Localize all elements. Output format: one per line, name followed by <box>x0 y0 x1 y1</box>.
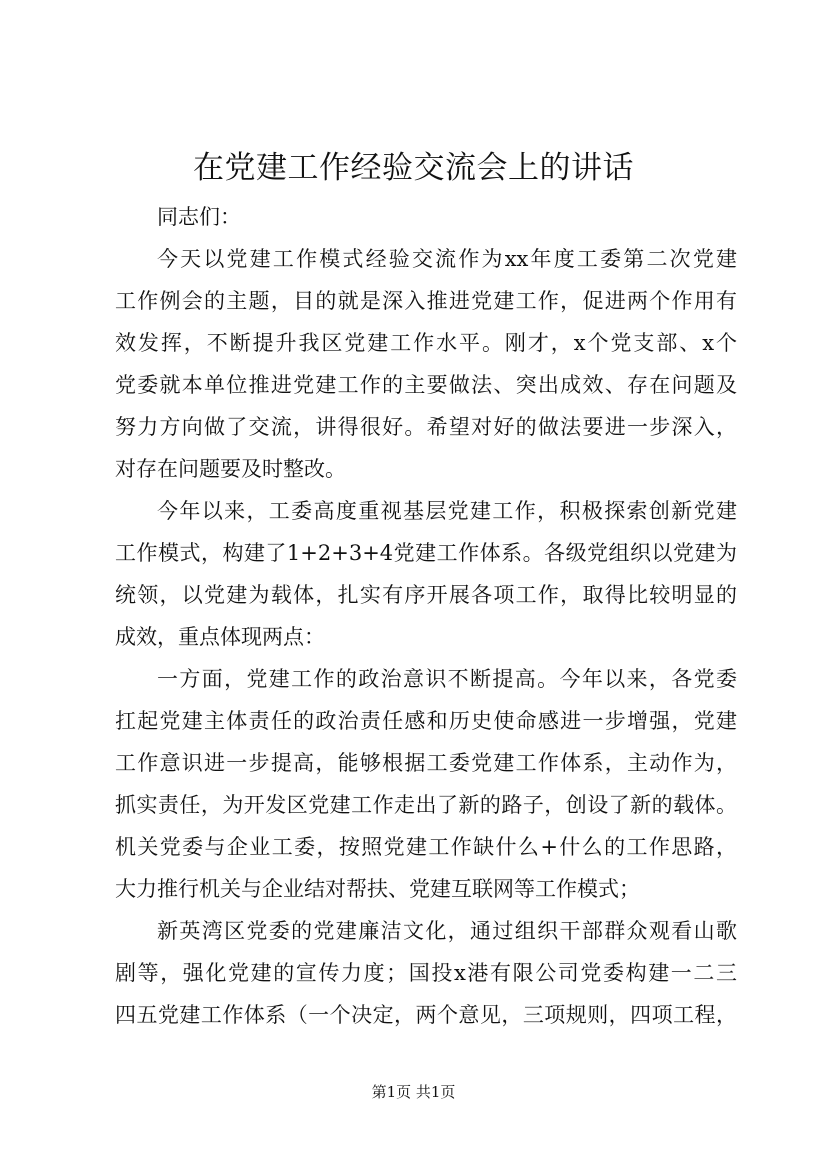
body-line: 剧等，强化党建的宣传力度；国投x港有限公司党委构建一二三 <box>115 961 737 985</box>
body-line: 工作模式，构建了1+2+3+4党建工作体系。各级党组织以党建为 <box>115 541 737 565</box>
body-line: 大力推行机关与企业结对帮扶、党建互联网等工作模式； <box>115 877 640 901</box>
body-line: 今天以党建工作模式经验交流作为xx年度工委第二次党建 <box>157 247 737 271</box>
salutation-line: 同志们： <box>157 205 241 229</box>
body-line: 扛起党建主体责任的政治责任感和历史使命感进一步增强，党建 <box>115 709 737 733</box>
body-line: 工作例会的主题，目的就是深入推进党建工作，促进两个作用有 <box>115 289 737 313</box>
body-line: 机关党委与企业工委，按照党建工作缺什么+什么的工作思路， <box>115 835 737 859</box>
body-line: 四五党建工作体系（一个决定，两个意见，三项规则，四项工程， <box>115 1003 737 1027</box>
document-body <box>115 196 737 1036</box>
body-line: 效发挥，不断提升我区党建工作水平。刚才，x个党支部、x个 <box>115 331 737 355</box>
page-number-footer: 第1页 共1页 <box>371 1083 456 1101</box>
body-line: 工作意识进一步提高，能够根据工委党建工作体系，主动作为， <box>115 751 737 775</box>
body-line: 抓实责任，为开发区党建工作走出了新的路子，创设了新的载体。 <box>115 793 737 817</box>
body-line: 统领，以党建为载体，扎实有序开展各项工作，取得比较明显的 <box>115 583 737 607</box>
body-line: 成效，重点体现两点： <box>115 625 325 649</box>
body-line: 努力方向做了交流，讲得很好。希望对好的做法要进一步深入， <box>115 415 737 439</box>
document-title: 在党建工作经验交流会上的讲话 <box>193 150 634 186</box>
body-line: 党委就本单位推进党建工作的主要做法、突出成效、存在问题及 <box>115 373 737 397</box>
body-line: 新英湾区党委的党建廉洁文化，通过组织干部群众观看山歌 <box>157 919 737 943</box>
body-line: 今年以来，工委高度重视基层党建工作，积极探索创新党建 <box>157 499 737 523</box>
body-line: 对存在问题要及时整改。 <box>115 457 346 481</box>
body-line: 一方面，党建工作的政治意识不断提高。今年以来，各党委 <box>157 667 737 691</box>
